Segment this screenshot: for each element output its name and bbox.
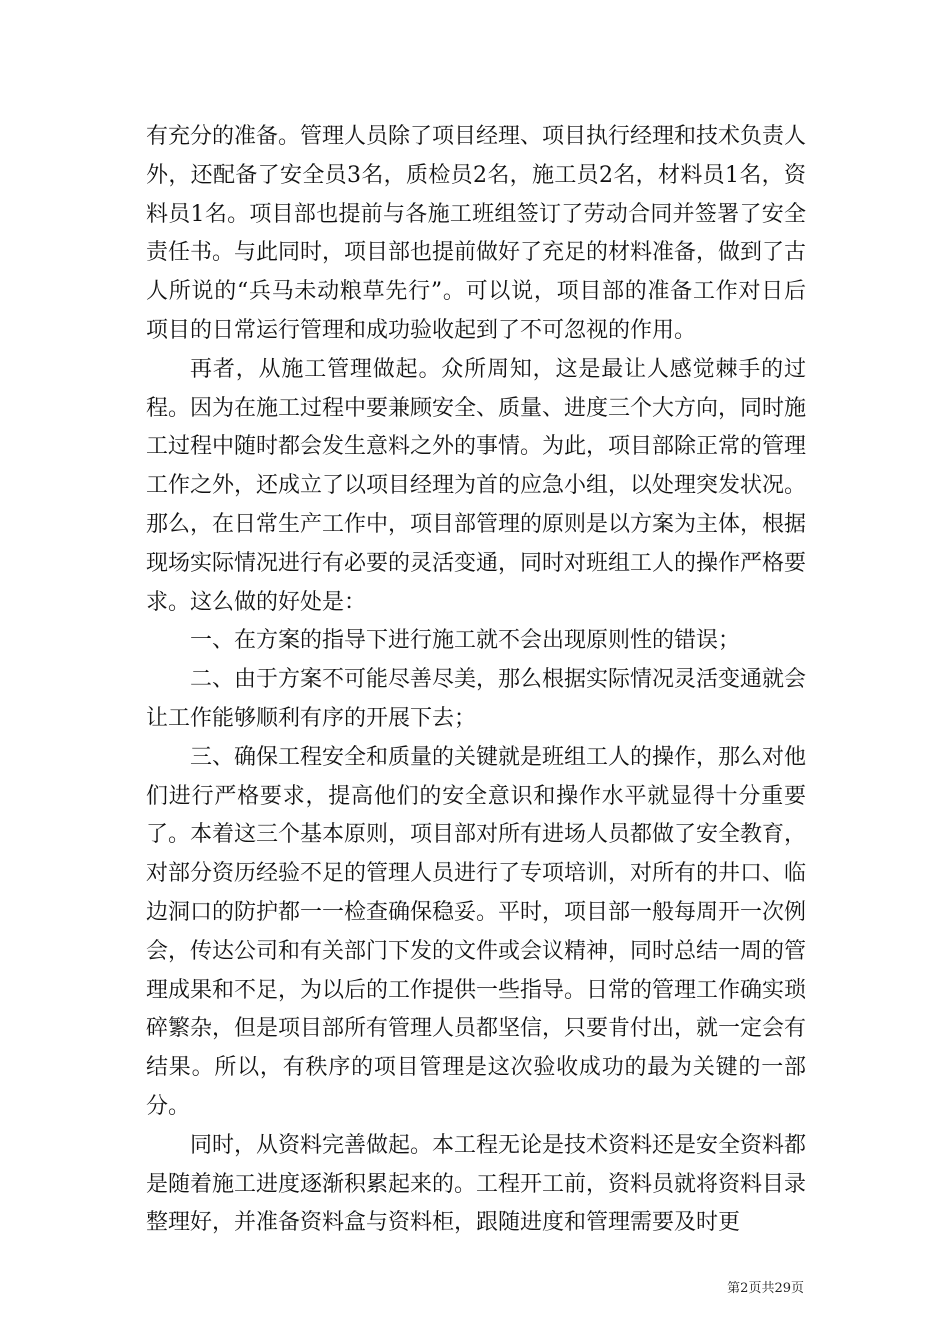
paragraph-preparation: 有充分的准备。管理人员除了项目经理、项目执行经理和技术负责人外，还配备了安全员3名，质检员2名，施工员2名，材料员1名，资料员1名。项目部也提前与各施工班组签订了劳动合同并签署了安全责任书。与此同时，项目部也提前做好了充足的材料准备，做到了古人所说的“兵马未动粮草先行”。可以说，项目部的准备工作对日后项目的日常运行管理和成功验收起到了不可忽视的作用。 bbox=[146, 124, 807, 343]
paragraph-documentation: 同时，从资料完善做起。本工程无论是技术资料还是安全资料都是随着施工进度逐渐积累起来的。工程开工前，资料员就将资料目录整理好，并准备资料盒与资料柜，跟随进度和管理需要及时更 bbox=[146, 1132, 807, 1236]
paragraph-point-two: 二、由于方案不可能尽善尽美，那么根据实际情况灵活变通就会让工作能够顺利有序的开展下去； bbox=[146, 667, 807, 731]
document-body bbox=[146, 118, 806, 1243]
paragraph-construction-management: 再者，从施工管理做起。众所周知，这是最让人感觉棘手的过程。因为在施工过程中要兼顾安全、质量、进度三个大方向，同时施工过程中随时都会发生意料之外的事情。为此，项目部除正常的管理工作之外，还成立了以项目经理为首的应急小组，以处理突发状况。那么，在日常生产工作中，项目部管理的原则是以方案为主体，根据现场实际情况进行有必要的灵活变通，同时对班组工人的操作严格要求。这么做的好处是： bbox=[146, 356, 807, 615]
page-number-footer: 第2页共29页 bbox=[727, 1281, 804, 1296]
paragraph-point-one: 一、在方案的指导下进行施工就不会出现原则性的错误； bbox=[190, 628, 741, 654]
paragraph-point-three: 三、确保工程安全和质量的关键就是班组工人的操作，那么对他们进行严格要求，提高他们的安全意识和操作水平就显得十分重要了。本着这三个基本原则，项目部对所有进场人员都做了安全教育，对部分资历经验不足的管理人员进行了专项培训，对所有的井口、临边洞口的防护都一一检查确保稳妥。平时，项目部一般每周开一次例会，传达公司和有关部门下发的文件或会议精神，同时总结一周的管理成果和不足，为以后的工作提供一些指导。日常的管理工作确实琐碎繁杂，但是项目部所有管理人员都坚信，只要肯付出，就一定会有结果。所以，有秩序的项目管理是这次验收成功的最为关键的一部分。 bbox=[146, 744, 807, 1119]
